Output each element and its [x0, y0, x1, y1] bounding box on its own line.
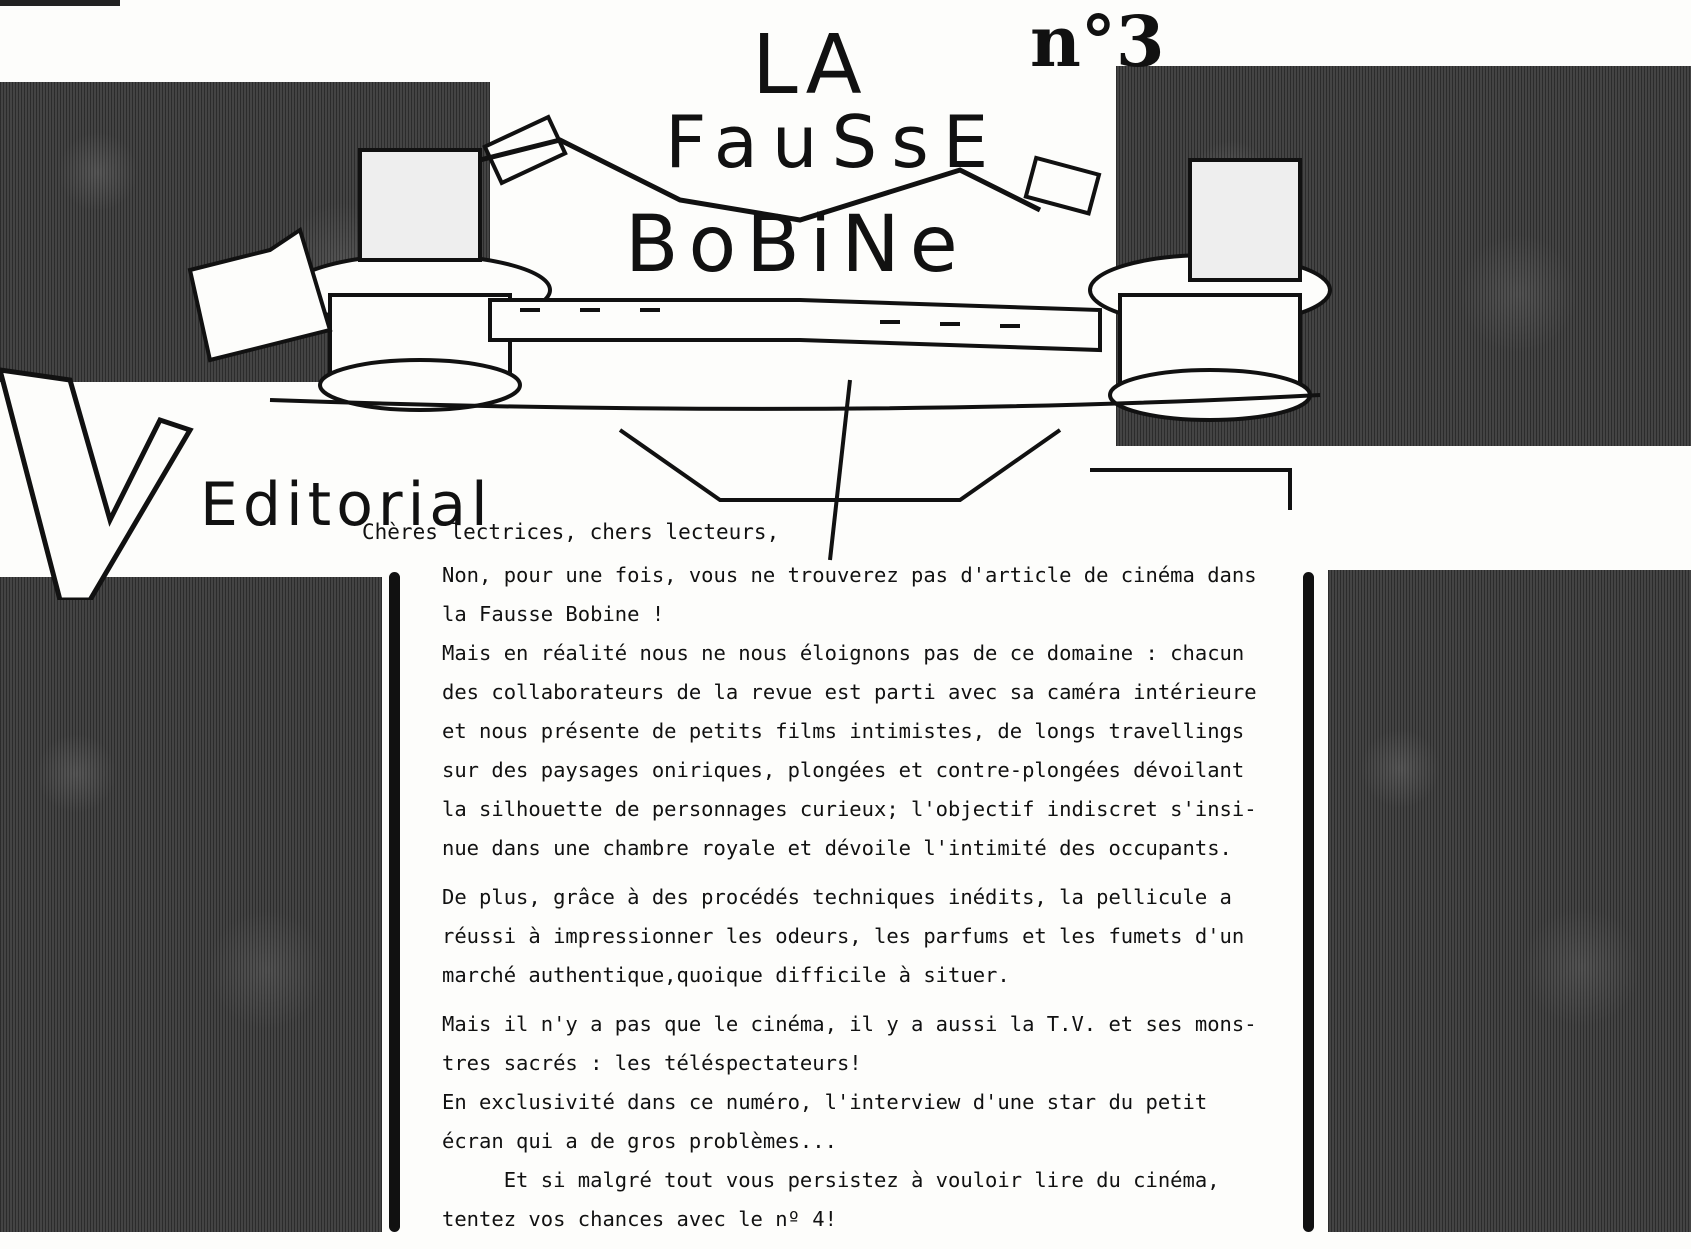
paragraph [442, 1005, 1292, 1239]
paragraph [442, 878, 1292, 995]
issue-number: n°3 [1030, 0, 1165, 83]
paragraph [442, 556, 1292, 868]
text-line: réussi à impressionner les odeurs, les parfums et les fumets d'un [442, 924, 1245, 948]
masthead-title-line1: LA [752, 18, 868, 113]
salutation: Chères lectrices, chers lecteurs, [362, 520, 780, 544]
text-line: nue dans une chambre royale et dévoile l'intimité des occupants. [442, 836, 1232, 860]
text-line: Et si malgré tout vous persistez à vouloir lire du cinéma, [442, 1168, 1220, 1192]
crank-arm [190, 230, 330, 360]
text-line: la Fausse Bobine ! [442, 602, 665, 626]
section-heading: Editorial [200, 470, 493, 540]
text-line: et nous présente de petits films intimistes, de longs travellings [442, 719, 1245, 743]
text-line: écran qui a de gros problèmes... [442, 1129, 837, 1153]
text-line: tres sacrés : les téléspectateurs! [442, 1051, 862, 1075]
text-line: sur des paysages oniriques, plongées et contre-plongées dévoilant [442, 758, 1245, 782]
v-shape [0, 370, 190, 600]
text-line: En exclusivité dans ce numéro, l'interview d'une star du petit [442, 1090, 1208, 1114]
masthead-title-line3: BoBiNe [625, 200, 968, 290]
column-rule-right [1303, 572, 1314, 1232]
dark-texture-panel [0, 577, 382, 1232]
editorial-text [442, 556, 1292, 1249]
text-line: Non, pour une fois, vous ne trouverez pas d'article de cinéma dans [442, 563, 1257, 587]
dark-texture-panel [1328, 570, 1691, 1232]
text-line: Mais il n'y a pas que le cinéma, il y a aussi la T.V. et ses mons- [442, 1012, 1257, 1036]
text-line: des collaborateurs de la revue est parti avec sa caméra intérieure [442, 680, 1257, 704]
text-line: Mais en réalité nous ne nous éloignons pas de ce domaine : chacun [442, 641, 1245, 665]
masthead-title-line2: FauSsE [665, 100, 1003, 184]
text-line: marché authentique,quoique difficile à situer. [442, 963, 1010, 987]
column-rule-left [389, 572, 400, 1232]
text-line: la silhouette de personnages curieux; l'objectif indiscret s'insi- [442, 797, 1257, 821]
text-line: tentez vos chances avec le nº 4! [442, 1207, 837, 1231]
text-line: De plus, grâce à des procédés techniques inédits, la pellicule a [442, 885, 1232, 909]
film-strip [490, 300, 1100, 350]
